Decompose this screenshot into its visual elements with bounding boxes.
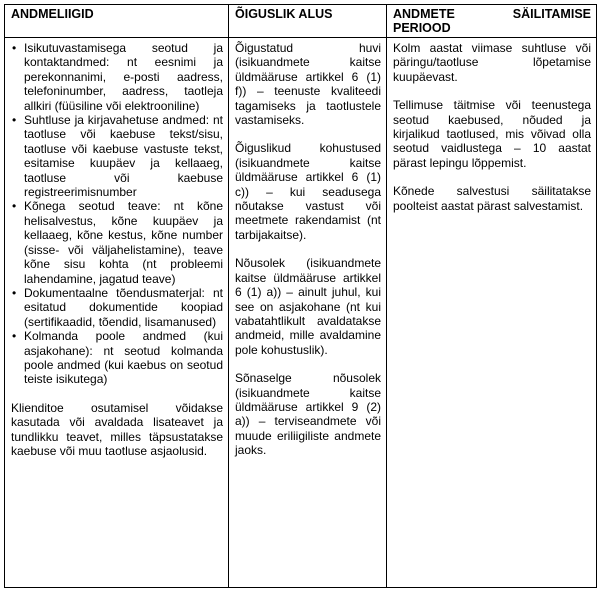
legal-basis-paragraph: Nõusolek (isikuandmete kaitse üldmääruse artikkel 6 (1) a)) – ainult juhul, kui see on asjakohane (nt kui vabatahtlikult avaldatakse andmeid, mille avaldamine pole kohustuslik). [235,256,381,357]
list-item: • Kõnega seotud teave: nt kõne helisalvestus, kõne kuupäev ja kellaaeg, kõne kestus, kõne number (sisse- või väljahelistamine), teave kõne sisu kohta (nt probleemi lahendamine, jagatud teave) [24,199,223,285]
header-data-types-label: ANDMELIIGID [11,7,94,21]
list-item: • Kolmanda poole andmed (kui asjakohane): nt seotud kolmanda poole andmed (kui kaebus on seotud teiste isikutega) [24,329,223,387]
list-item: • Isikutuvastamisega seotud ja kontaktandmed: nt eesnimi ja perekonnanimi, e-posti aadress, telefoninumber, aadress, taotleja allkiri (füüsiline või elektrooniline) [24,41,223,113]
header-data-types [5,5,229,38]
header-row [5,5,597,38]
header-legal-basis [229,5,387,38]
list-item: • Suhtluse ja kirjavahetuse andmed: nt taotluse või kaebuse tekst/sisu, taotluse või kaebuse vastuste tekst, esitamise kuupäev ja kellaaeg, taotluse või kaebuse registreerimisnumber [24,113,223,199]
data-types-cell [5,38,229,588]
retention-cell [387,38,597,588]
legal-basis-paragraph: Õiguslikud kohustused (isikuandmete kaitse üldmääruse artikkel 6 (1) c)) – kui seadusega nõutakse vastust või meetmete rakendamist (nt tarbijakaitse). [235,141,381,242]
retention-paragraph: Tellimuse täitmise või teenustega seotud kaebused, nõuded ja kirjalikud taotlused, mis võivad olla seotud vaidlustega – 10 aastat pärast lepingu lõppemist. [393,98,591,170]
retention-paragraph: Kõnede salvestusi säilitatakse poolteist aastat pärast salvestamist. [393,184,591,213]
legal-basis-paragraph: Sõnaselge nõusolek (isikuandmete kaitse üldmääruse artikkel 9 (2) a)) – terviseandmete või muude eriliigiliste andmete jaoks. [235,371,381,458]
legal-basis-paragraph: Õigustatud huvi (isikuandmete kaitse üldmääruse artikkel 6 (1) f)) – teenuste kvaliteedi tagamiseks ja taotlustele vastamiseks. [235,41,381,128]
retention-paragraph: Kolm aastat viimase suhtluse või päringu/taotluse lõpetamise kuupäevast. [393,41,591,84]
legal-basis-cell [229,38,387,588]
support-note: Klienditoe osutamisel võidakse kasutada või avaldada lisateavet ja tundlikku teavet, milles täpsustatakse kaebuse või muu taotluse asjaolusid. [11,400,223,458]
header-retention-line1 [393,7,591,21]
retention-table [4,4,597,588]
content-row [5,38,597,588]
header-retention-period [387,5,597,38]
data-types-list [11,41,223,387]
header-retention-word1: ANDMETE [393,7,455,21]
list-item: • Dokumentaalne tõendusmaterjal: nt esitatud dokumentide koopiad (sertifikaadid, tõendid, lisamanused) [24,286,223,329]
header-legal-basis-label: ÕIGUSLIK ALUS [235,7,333,21]
header-retention-word2: SÄILITAMISE [512,7,591,21]
header-retention-line2: PERIOOD [393,21,451,35]
